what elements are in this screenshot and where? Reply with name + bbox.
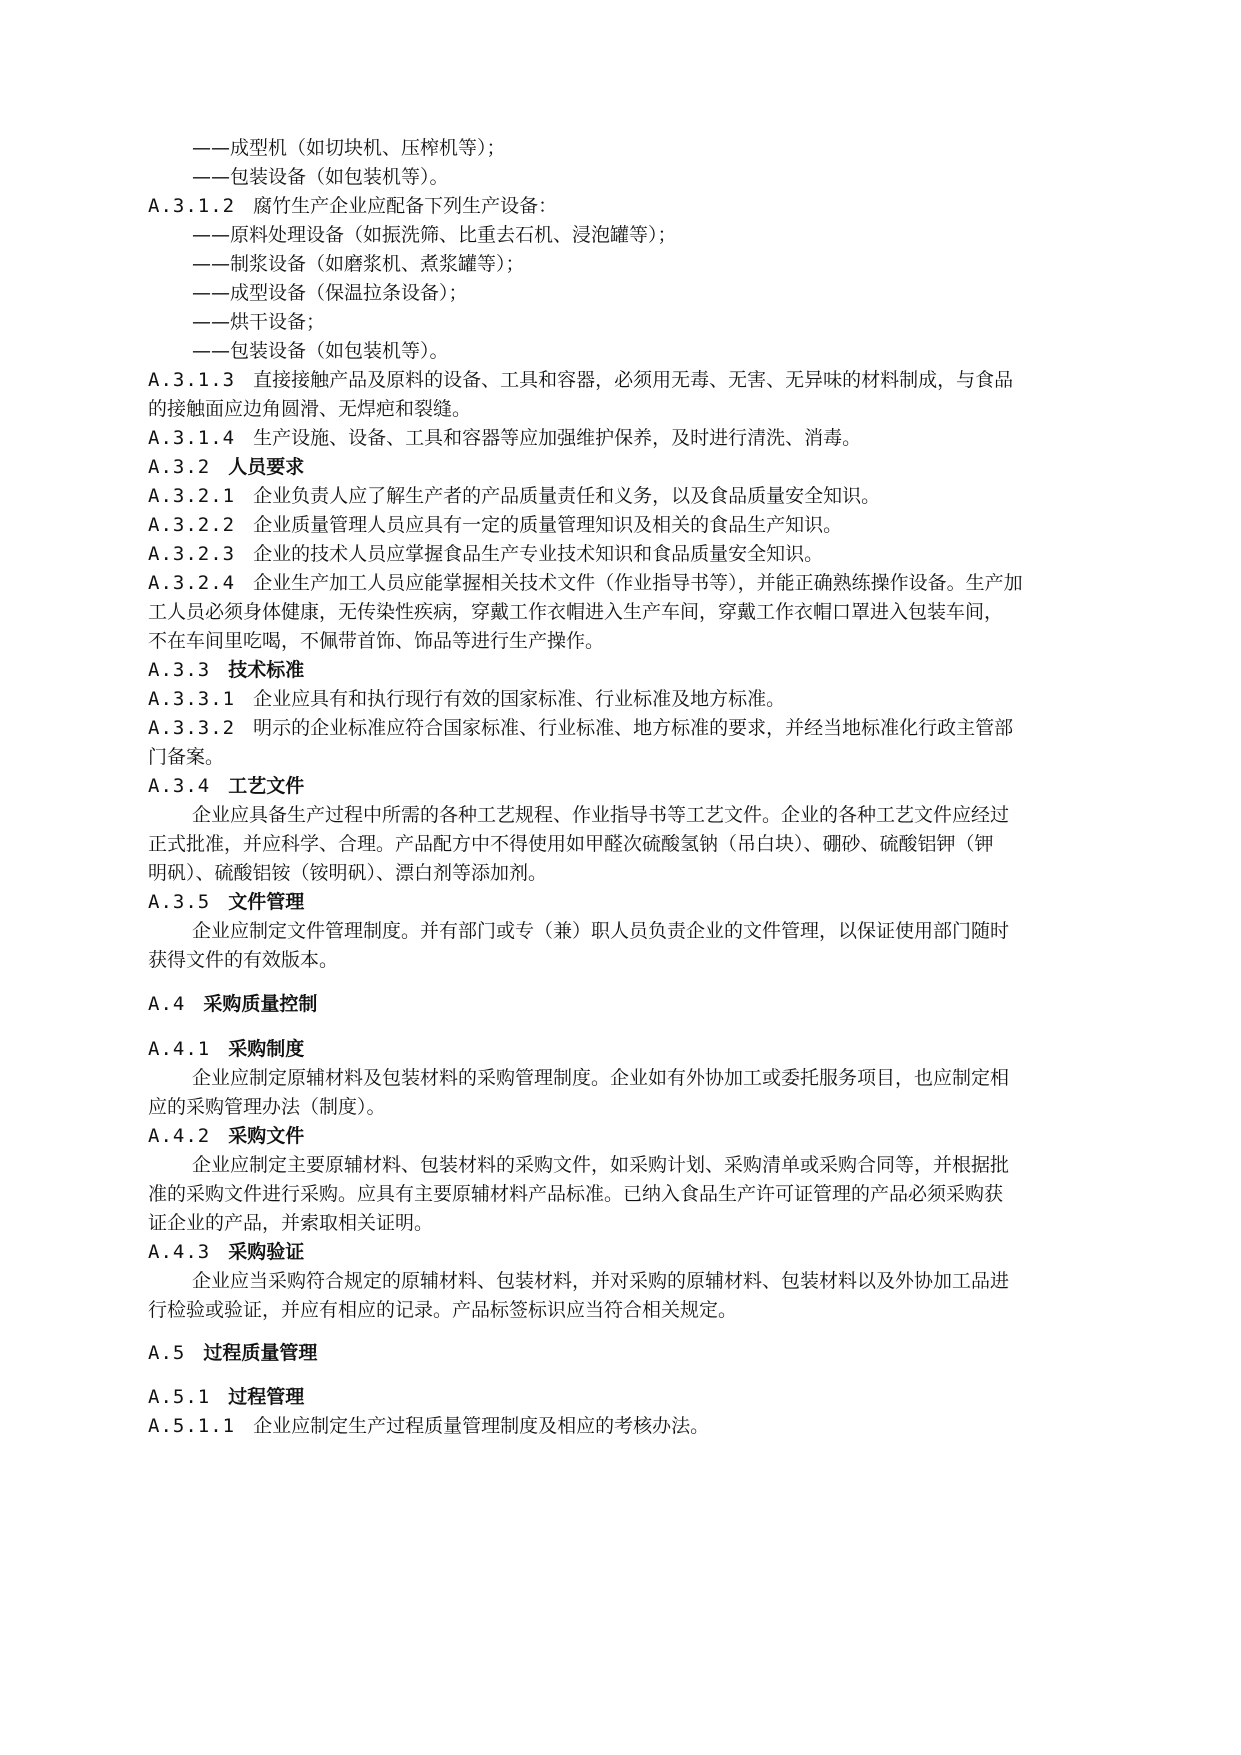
paragraph-line: 正式批准，并应科学、合理。产品配方中不得使用如甲醛次硫酸氢钠（吊白块）、硼砂、硫酸铝钾（钾 bbox=[148, 833, 994, 855]
clause-line: A.3.1.2 腐竹生产企业应配备下列生产设备： bbox=[148, 195, 558, 217]
list-item: ——制浆设备（如磨浆机、煮浆罐等）； bbox=[192, 253, 525, 275]
section-heading: A.4.3 采购验证 bbox=[148, 1241, 305, 1263]
paragraph-line: 应的采购管理办法（制度）。 bbox=[148, 1096, 386, 1118]
paragraph-line: 准的采购文件进行采购。应具有主要原辅材料产品标准。已纳入食品生产许可证管理的产品必须采购获 bbox=[148, 1183, 1004, 1205]
paragraph-line: 证企业的产品，并索取相关证明。 bbox=[148, 1212, 434, 1234]
section-heading: A.3.5 文件管理 bbox=[148, 891, 305, 913]
section-heading: A.3.3 技术标准 bbox=[148, 659, 305, 681]
list-item: ——烘干设备； bbox=[192, 311, 326, 333]
paragraph-line: 企业应制定主要原辅材料、包装材料的采购文件，如采购计划、采购清单或采购合同等，并根据批 bbox=[192, 1154, 1010, 1176]
list-item: ——成型机（如切块机、压榨机等）； bbox=[192, 137, 506, 159]
paragraph-line: 明矾）、硫酸铝铵（铵明矾）、漂白剂等添加剂。 bbox=[148, 862, 548, 884]
paragraph-line: 行检验或验证，并应有相应的记录。产品标签标识应当符合相关规定。 bbox=[148, 1299, 738, 1321]
list-item: ——成型设备（保温拉条设备）； bbox=[192, 282, 468, 304]
chapter-heading: A.5 过程质量管理 bbox=[148, 1342, 318, 1364]
section-heading: A.4.1 采购制度 bbox=[148, 1038, 305, 1060]
list-item: ——原料处理设备（如振洗筛、比重去石机、浸泡罐等）； bbox=[192, 224, 677, 246]
section-heading: A.3.2 人员要求 bbox=[148, 456, 305, 478]
paragraph-line: 企业应具备生产过程中所需的各种工艺规程、作业指导书等工艺文件。企业的各种工艺文件应经过 bbox=[192, 804, 1010, 826]
clause-line: A.3.3.1 企业应具有和执行现行有效的国家标准、行业标准及地方标准。 bbox=[148, 688, 786, 710]
clause-line: A.3.3.2 明示的企业标准应符合国家标准、行业标准、地方标准的要求，并经当地标准化行政主管部 bbox=[148, 717, 1014, 739]
list-item: ——包装设备（如包装机等）。 bbox=[192, 166, 449, 188]
paragraph-line: 不在车间里吃喝，不佩带首饰、饰品等进行生产操作。 bbox=[148, 630, 605, 652]
clause-line: A.5.1.1 企业应制定生产过程质量管理制度及相应的考核办法。 bbox=[148, 1415, 710, 1437]
paragraph-line: 获得文件的有效版本。 bbox=[148, 949, 339, 971]
chapter-heading: A.4 采购质量控制 bbox=[148, 993, 318, 1015]
clause-line: A.3.1.3 直接接触产品及原料的设备、工具和容器，必须用无毒、无害、无异味的材料制成，与食品 bbox=[148, 369, 1014, 391]
clause-line: A.3.2.4 企业生产加工人员应能掌握相关技术文件（作业指导书等），并能正确熟练操作设备。生产加 bbox=[148, 572, 1023, 594]
paragraph-line: 的接触面应边角圆滑、无焊疤和裂缝。 bbox=[148, 398, 472, 420]
paragraph-line: 企业应制定原辅材料及包装材料的采购管理制度。企业如有外协加工或委托服务项目，也应制定相 bbox=[192, 1067, 1010, 1089]
clause-line: A.3.2.3 企业的技术人员应掌握食品生产专业技术知识和食品质量安全知识。 bbox=[148, 543, 824, 565]
paragraph-line: 工人员必须身体健康，无传染性疾病，穿戴工作衣帽进入生产车间，穿戴工作衣帽口罩进入包装车间， bbox=[148, 601, 1004, 623]
section-heading: A.3.4 工艺文件 bbox=[148, 775, 305, 797]
clause-line: A.3.1.4 生产设施、设备、工具和容器等应加强维护保养，及时进行清洗、消毒。 bbox=[148, 427, 862, 449]
list-item: ——包装设备（如包装机等）。 bbox=[192, 340, 449, 362]
section-heading: A.5.1 过程管理 bbox=[148, 1386, 305, 1408]
section-heading: A.4.2 采购文件 bbox=[148, 1125, 305, 1147]
paragraph-line: 企业应制定文件管理制度。并有部门或专（兼）职人员负责企业的文件管理，以保证使用部门随时 bbox=[192, 920, 1010, 942]
paragraph-line: 门备案。 bbox=[148, 746, 225, 768]
clause-line: A.3.2.1 企业负责人应了解生产者的产品质量责任和义务，以及食品质量安全知识。 bbox=[148, 485, 881, 507]
clause-line: A.3.2.2 企业质量管理人员应具有一定的质量管理知识及相关的食品生产知识。 bbox=[148, 514, 843, 536]
paragraph-line: 企业应当采购符合规定的原辅材料、包装材料，并对采购的原辅材料、包装材料以及外协加工品进 bbox=[192, 1270, 1010, 1292]
